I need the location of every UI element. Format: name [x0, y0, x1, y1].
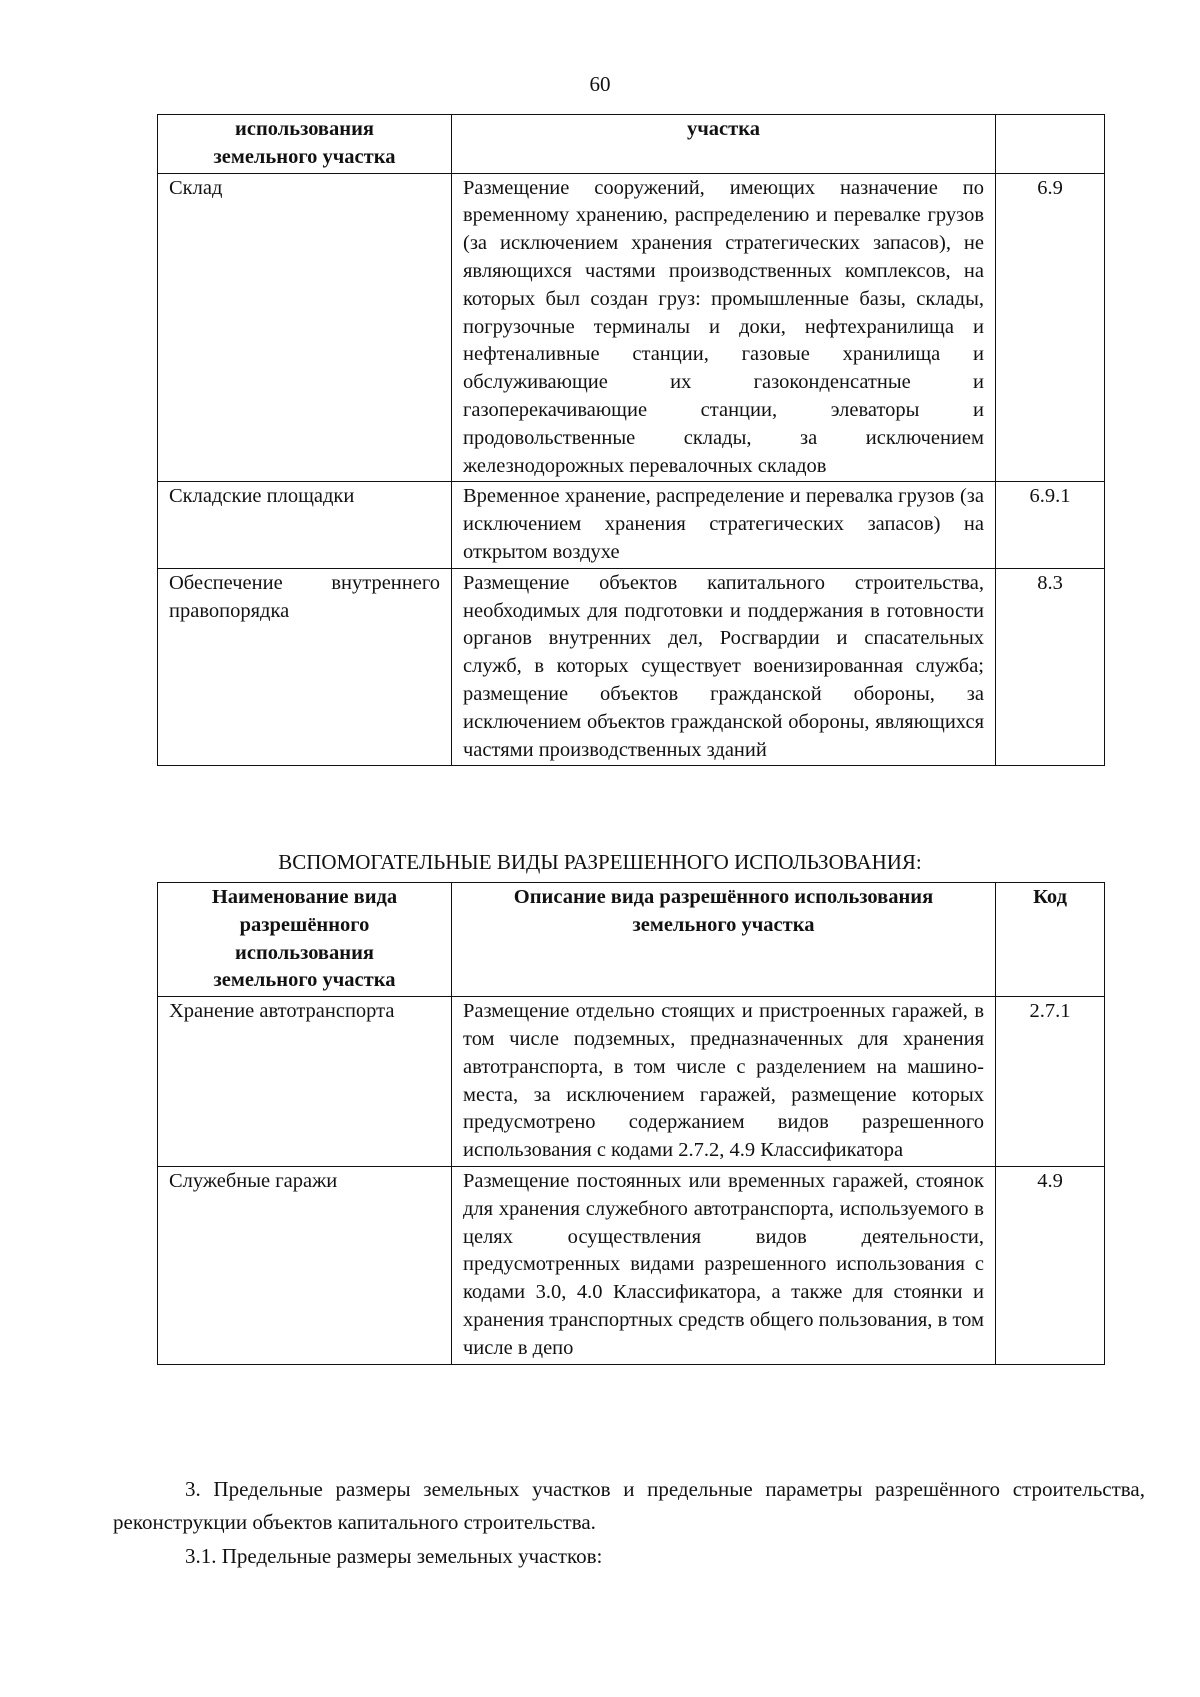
page-number: 60: [589, 72, 611, 96]
paragraph-plot-sizes: 3.1. Предельные размеры земельных участков:: [185, 1544, 603, 1568]
use-name-cell: Склад: [158, 173, 452, 482]
header-code-cell: [996, 115, 1105, 174]
table-row: [158, 482, 1105, 568]
section-title: ВСПОМОГАТЕЛЬНЫЕ ВИДЫ РАЗРЕШЕННОГО ИСПОЛЬЗОВАНИЯ:: [278, 850, 922, 874]
use-description-cell: Размещение отдельно стоящих и пристроенных гаражей, в том числе подземных, предназначенных для хранения автотранспорта, в том числе с разделением на машино-места, за исключением гаражей, размещение которых предусмотрено содержанием видов разрешенного использования с кодами 2.7.2, 4.9 Классификатора: [452, 997, 996, 1167]
header-name-cell: использования земельного участка: [158, 115, 452, 174]
use-description-cell: Размещение объектов капитального строительства, необходимых для подготовки и поддержания в готовности органов внутренних дел, Росгвардии и спасательных служб, в которых существует военизированная служба; размещение объектов гражданской обороны, за исключением объектов гражданской обороны, являющихся частями производственных зданий: [452, 568, 996, 766]
use-name-cell: Складские площадки: [158, 482, 452, 568]
paragraph-limits-heading: 3. Предельные размеры земельных участков и предельные параметры разрешённого строительства, реконструкции объектов капитального строительства.: [113, 1477, 1145, 1534]
table-header-row: [158, 883, 1105, 997]
table-header-row: [158, 115, 1105, 174]
table-row: [158, 1166, 1105, 1364]
use-description-cell: Размещение постоянных или временных гаражей, стоянок для хранения служебного автотранспорта, используемого в целях осуществления видов деятельности, предусмотренных видами разрешенного использования с кодами 3.0, 4.0 Классификатора, а также для стоянки и хранения транспортных средств общего пользования, в том числе в депо: [452, 1166, 996, 1364]
header-code-cell: Код: [996, 883, 1105, 997]
table-row: [158, 568, 1105, 766]
header-description-cell: участка: [452, 115, 996, 174]
use-code-cell: 6.9.1: [996, 482, 1105, 568]
permitted-use-table-continued: [157, 114, 1105, 766]
use-description-cell: Временное хранение, распределение и перевалка грузов (за исключением хранения стратегических запасов) на открытом воздухе: [452, 482, 996, 568]
use-description-cell: Размещение сооружений, имеющих назначение по временному хранению, распределению и перевалке грузов (за исключением хранения стратегических запасов), не являющихся частями производственных комплексов, на которых был создан груз: промышленные базы, склады, погрузочные терминалы и доки, нефтехранилища и нефтеналивные станции, газовые хранилища и обслуживающие их газоконденсатные и газоперекачивающие станции, элеваторы и продовольственные склады, за исключением железнодорожных перевалочных складов: [452, 173, 996, 482]
use-code-cell: 2.7.1: [996, 997, 1105, 1167]
auxiliary-use-table: [157, 882, 1105, 1365]
use-name-cell: Обеспечение внутреннего правопорядка: [158, 568, 452, 766]
use-name-cell: Служебные гаражи: [158, 1166, 452, 1364]
use-code-cell: 4.9: [996, 1166, 1105, 1364]
header-name-cell: Наименование вида разрешённого использования земельного участка: [158, 883, 452, 997]
use-name-cell: Хранение автотранспорта: [158, 997, 452, 1167]
header-description-cell: Описание вида разрешённого использования земельного участка: [452, 883, 996, 997]
table-row: [158, 997, 1105, 1167]
use-code-cell: 8.3: [996, 568, 1105, 766]
use-code-cell: 6.9: [996, 173, 1105, 482]
table-row: [158, 173, 1105, 482]
